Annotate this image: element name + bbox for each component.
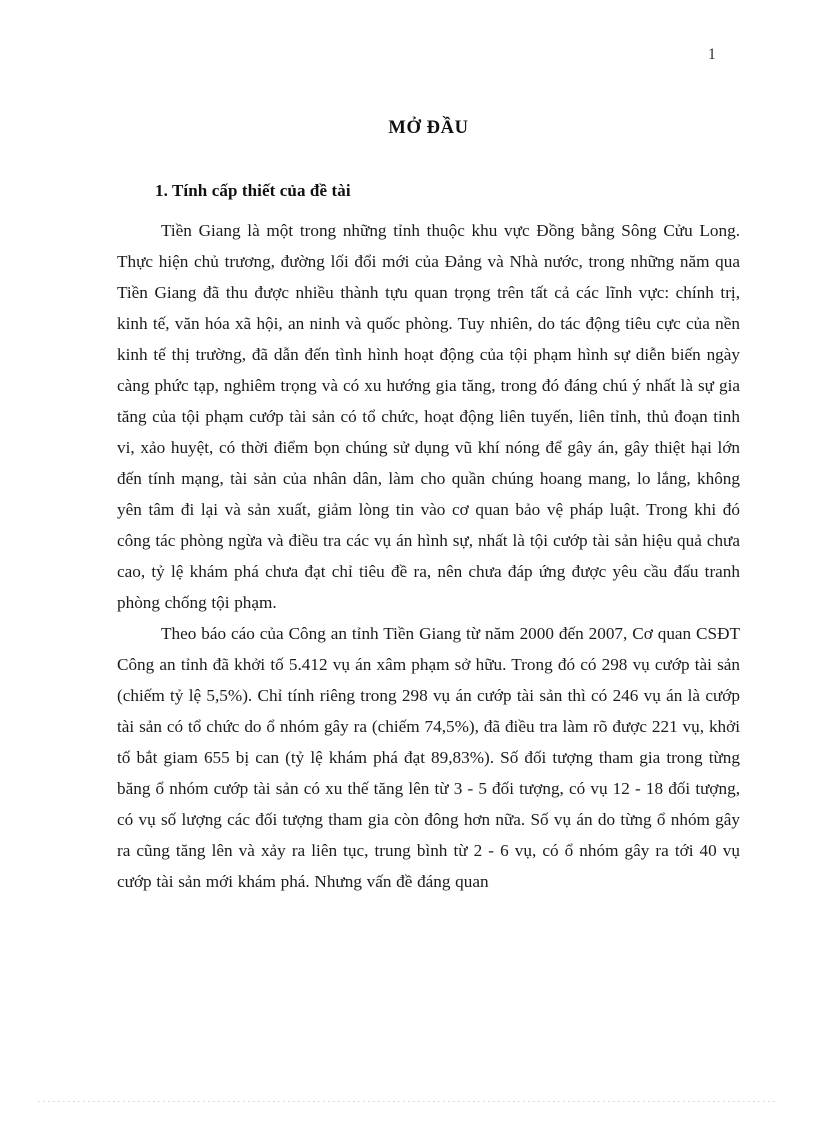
body-paragraph: Theo báo cáo của Công an tỉnh Tiền Giang từ năm 2000 đến 2007, Cơ quan CSĐT Công an tỉnh đã khởi tố 5.412 vụ án xâm phạm sở hữu. Trong đó có 298 vụ cướp tài sản (chiếm tỷ lệ 5,5%). Chỉ tính riêng trong 298 vụ án cướp tài sản thì có 246 vụ án là cướp tài sản có tổ chức do ổ nhóm gây ra (chiếm 74,5%), đã điều tra làm rõ được 221 vụ, khởi tố bắt giam 655 bị can (tỷ lệ khám phá đạt 89,83%). Số đối tượng tham gia trong từng băng ổ nhóm cướp tài sản có xu thế tăng lên từ 3 - 5 đối tượng, có vụ 12 - 18 đối tượng, có vụ số lượng các đối tượng tham gia còn đông hơn nữa. Số vụ án do từng ổ nhóm gây ra cũng tăng lên và xảy ra liên tục, trung bình từ 2 - 6 vụ, có ổ nhóm gây ra tới 40 vụ cướp tài sản mới khám phá. Nhưng vấn đề đáng quan <box>117 624 740 891</box>
section-heading: 1. Tính cấp thiết của đề tài <box>155 181 351 200</box>
page-number: 1 <box>708 46 716 63</box>
scan-artifact-line <box>38 1101 778 1102</box>
page-title: MỞ ĐẦU <box>388 118 469 138</box>
body-paragraph: Tiền Giang là một trong những tỉnh thuộc khu vực Đồng bằng Sông Cửu Long. Thực hiện chủ trương, đường lối đổi mới của Đảng và Nhà nước, trong những năm qua Tiền Giang đã thu được nhiều thành tựu quan trọng trên tất cả các lĩnh vực: chính trị, kinh tế, văn hóa xã hội, an ninh và quốc phòng. Tuy nhiên, do tác động tiêu cực của nền kinh tế thị trường, đã dẫn đến tình hình hoạt động của tội phạm hình sự diễn biến ngày càng phức tạp, nghiêm trọng và có xu hướng gia tăng, trong đó đáng chú ý nhất là sự gia tăng của tội phạm cướp tài sản có tổ chức, hoạt động liên tuyến, liên tỉnh, thủ đoạn tinh vi, xảo huyệt, có thời điểm bọn chúng sử dụng vũ khí nóng để gây án, gây thiệt hại lớn đến tính mạng, tài sản của nhân dân, làm cho quần chúng hoang mang, lo lắng, không yên tâm đi lại và sản xuất, giảm lòng tin vào cơ quan bảo vệ pháp luật. Trong khi đó công tác phòng ngừa và điều tra các vụ án hình sự, nhất là tội cướp tài sản hiệu quả chưa cao, tỷ lệ khám phá chưa đạt chỉ tiêu đề ra, nên chưa đáp ứng được yêu cầu đấu tranh phòng chống tội phạm. <box>117 221 740 612</box>
page-content <box>117 118 740 897</box>
